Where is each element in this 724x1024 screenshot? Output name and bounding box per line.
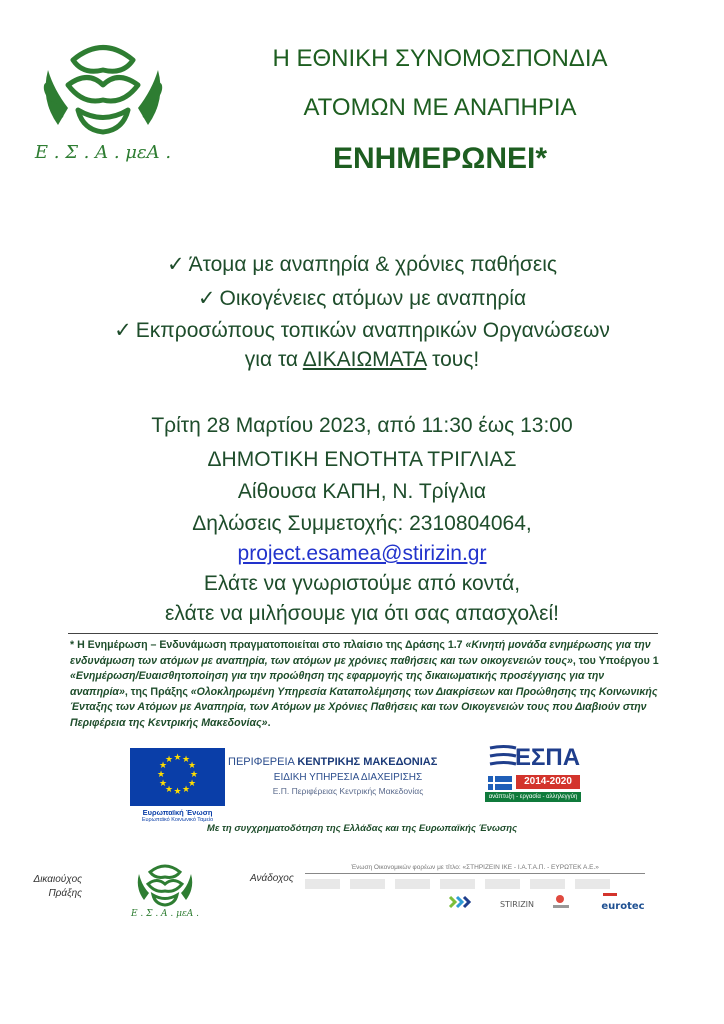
invite-line2: ελάτε να μιλήσουμε για ότι σας απασχολεί! [165, 602, 559, 625]
eurotec-accent [603, 893, 617, 896]
partner-logos [305, 877, 645, 917]
audience-item-3-text: Εκπροσώπους τοπικών αναπηρικών Οργανώσεων [135, 319, 610, 342]
audience-item-3 [0, 318, 724, 343]
region-prefix: ΠΕΡΙΦΕΡΕΙΑ [228, 756, 298, 768]
beneficiary-label [30, 873, 82, 901]
logo-letters-small: Ε . Σ . Α . μεΑ . [130, 909, 200, 918]
beneficiary-line1: Δικαιούχος [33, 874, 82, 885]
stirizin-logo: STIRIZIN [499, 900, 535, 909]
audience-item-4-pre: για τα [244, 348, 303, 371]
event-date-time: Τρίτη 28 Μαρτίου 2023, από 11:30 έως 13:00 [151, 414, 573, 437]
svg-text:★: ★ [158, 779, 168, 789]
audience-item-4-post: τους! [426, 348, 480, 371]
eurotec-logo: eurotec [601, 901, 645, 912]
esamea-logo [28, 30, 178, 165]
eu-label: Ευρωπαϊκή Ένωση [142, 808, 213, 817]
svg-text:★: ★ [181, 755, 191, 765]
footnote-italic-2: «Ενημέρωση/Ευαισθητοποίηση για την προώθηση της εφαρμογής της δικαιωματικής προσέγγισης για την αναπηρία» [70, 670, 605, 698]
footnote-text-3: , της Πράξης [124, 685, 191, 698]
audience-item-4 [0, 348, 724, 372]
check-icon: ✓ [197, 287, 216, 310]
consortium-divider [305, 873, 645, 874]
title-line2: ΑΤΟΜΩΝ ΜΕ ΑΝΑΠΗΡΙΑ [303, 94, 577, 121]
email-row [0, 542, 724, 566]
audience-item-2 [0, 286, 724, 311]
logo-letters: Ε . Σ . Α . μεΑ . [34, 142, 172, 163]
svg-text:★: ★ [156, 770, 166, 780]
contractor-label: Ανάδοχος [250, 873, 294, 884]
svg-text:★: ★ [173, 787, 182, 797]
operational-program: Ε.Π. Περιφέρειας Κεντρικής Μακεδονίας [272, 786, 424, 796]
svg-text:★: ★ [189, 770, 199, 780]
eu-flag-icon [130, 748, 225, 806]
espa-title: ΕΣΠΑ [515, 744, 581, 771]
beneficiary-line2: Πράξης [48, 888, 82, 899]
title-line3: ΕΝΗΜΕΡΩΝΕΙ* [332, 142, 548, 175]
esamea-logo-small [130, 858, 200, 918]
svg-text:★: ★ [181, 785, 191, 795]
invite-line1: Ελάτε να γνωριστούμε από κοντά, [203, 572, 521, 595]
svg-text:★: ★ [187, 761, 197, 771]
svg-text:★: ★ [158, 761, 168, 771]
event-registration: Δηλώσεις Συμμετοχής: 2310804064, [192, 512, 532, 535]
svg-text:★: ★ [173, 753, 182, 763]
cofunding-statement: Με τη συγχρηματοδότηση της Ελλάδας και της Ευρωπαϊκής Ένωσης [206, 823, 518, 834]
managing-agency: ΕΙΔΙΚΗ ΥΠΗΡΕΣΙΑ ΔΙΑΧΕΙΡΙΣΗΣ [273, 772, 423, 783]
espa-years: 2014-2020 [516, 775, 580, 789]
rights-emphasis: ΔΙΚΑΙΩΜΑΤΑ [302, 348, 427, 371]
check-icon: ✓ [167, 253, 185, 276]
event-unit: ΔΗΜΟΤΙΚΗ ΕΝΟΤΗΤΑ ΤΡΙΓΛΙΑΣ [207, 448, 517, 471]
region-bold: ΚΕΝΤΡΙΚΗΣ ΜΑΚΕΔΟΝΙΑΣ [297, 756, 438, 768]
audience-item-1 [0, 252, 724, 277]
event-hall: Αίθουσα ΚΑΠΗ, Ν. Τρίγλια [237, 480, 487, 503]
footnote-italic-3: «Ολοκληρωμένη Υπηρεσία Καταπολέμησης των Διακρίσεων και Προώθησης της Κοινωνικής Ένταξης των Ατόμων με Αναπηρία, των Ατόμων με Χρόνιες Παθήσεις και των Οικογενειών τους που Διαβιούν στην Περιφέρεια της Κεντρικής Μακεδονίας» [70, 685, 658, 729]
region-name [228, 756, 468, 768]
eu-sublabel: Ευρωπαϊκό Κοινωνικό Ταμείο [141, 817, 214, 823]
footnote-italic-1: «Κινητή μονάδα ενημέρωσης για την ενδυνάμωση των ατόμων με αναπηρία, των ατόμων με χρόνιες παθήσεις και των οικογενειών τους» [70, 639, 651, 667]
audience-item-2-text: Οικογένειες ατόμων με αναπηρία [219, 287, 527, 310]
footnote-text-2: , του Υποέργου 1 [572, 654, 659, 667]
svg-text:★: ★ [164, 755, 174, 765]
divider [68, 633, 658, 634]
title-line1: Η ΕΘΝΙΚΗ ΣΥΝΟΜΟΣΠΟΝΔΙΑ [272, 45, 608, 72]
footnote [70, 638, 660, 731]
consortium-title: Ένωση Οικονομικών φορέων με τίτλο: «ΣΤΗΡΙΖΕΙΝ ΙΚΕ - Ι.Α.Τ.Α.Π. - ΕΥΡΩΤΕΚ Α.Ε.» [351, 864, 599, 871]
email-link[interactable]: project.esamea@stirizin.gr [237, 542, 487, 565]
check-icon: ✓ [114, 319, 132, 342]
svg-text:★: ★ [187, 779, 197, 789]
svg-text:★: ★ [164, 785, 174, 795]
chevrons-icon [450, 897, 469, 907]
espa-tagline: ανάπτυξη - εργασία - αλληλεγγύη [485, 792, 581, 802]
footnote-text-4: . [267, 716, 271, 729]
footnote-text-1: * Η Ενημέρωση – Ενδυνάμωση πραγματοποιείται στο πλαίσιο της Δράσης 1.7 [70, 639, 466, 651]
iatap-logo-icon [553, 895, 569, 908]
audience-item-1-text: Άτομα με αναπηρία & χρόνιες παθήσεις [188, 253, 557, 276]
